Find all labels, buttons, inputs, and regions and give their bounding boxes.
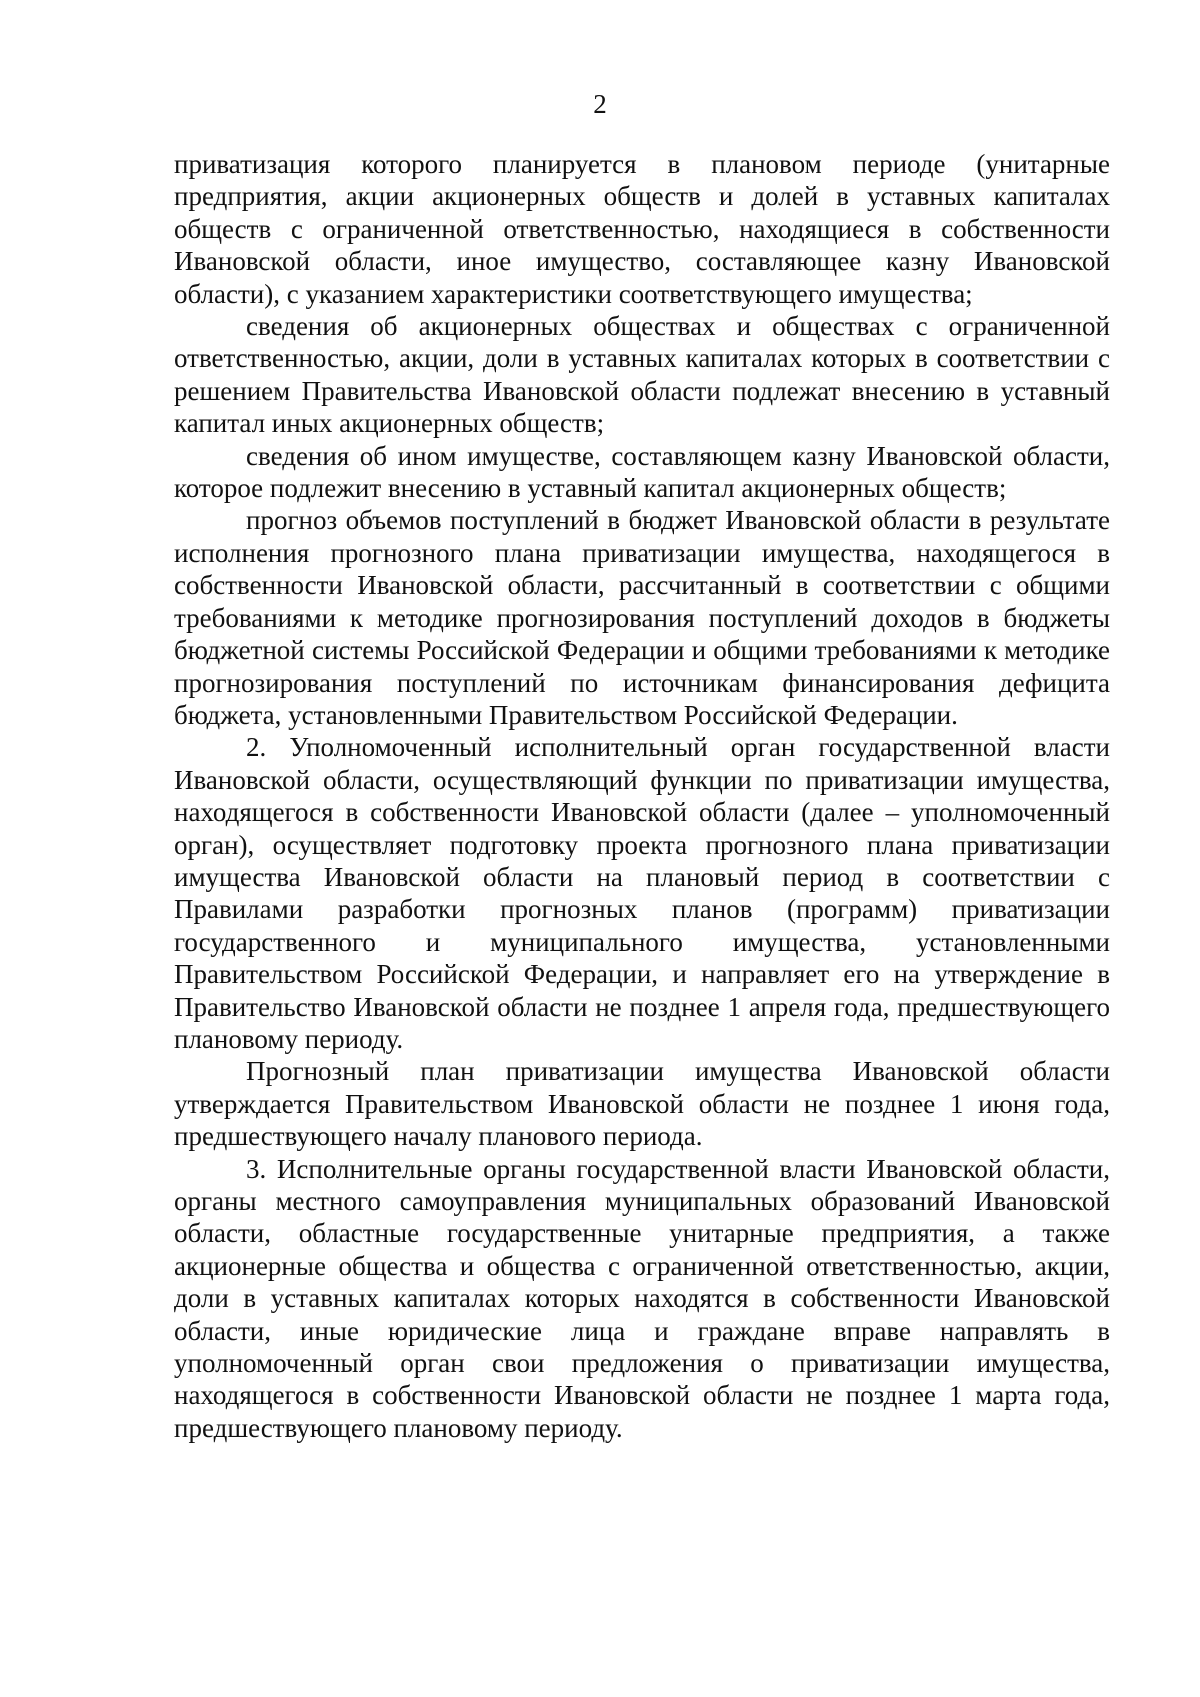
paragraph-treasury-property: сведения об ином имуществе, составляющем казну Ивановской области, которое подлежит внесению в уставный капитал акционерных обществ;: [174, 440, 1110, 504]
page-number: 2: [593, 89, 607, 119]
paragraph-item-3: 3. Исполнительные органы государственной власти Ивановской области, органы местного самоуправления муниципальных образований Ивановской области, областные государственные унитарные предприятия, а также акционерные общества и общества с ограниченной ответственностью, акции, доли в уставных капиталах которых находятся в собственности Ивановской области, иные юридические лица и граждане вправе направлять в уполномоченный орган свои предложения о приватизации имущества, находящегося в собственности Ивановской области не позднее 1 марта года, предшествующего плановому периоду.: [174, 1153, 1110, 1443]
document-body: [174, 148, 1110, 1444]
paragraph-joint-stock-info: сведения об акционерных обществах и обществах с ограниченной ответственностью, акции, доли в уставных капиталах которых в соответствии с решением Правительства Ивановской области подлежат внесению в уставный капитал иных акционерных обществ;: [174, 311, 1110, 439]
paragraph-item-2: 2. Уполномоченный исполнительный орган государственной власти Ивановской области, осуществляющий функции по приватизации имущества, находящегося в собственности Ивановской области (далее – уполномоченный орган), осуществляет подготовку проекта прогнозного плана приватизации имущества Ивановской области на плановый период в соответствии с Правилами разработки прогнозных планов (программ) приватизации государственного и муниципального имущества, установленными Правительством Российской Федерации, и направляет его на утверждение в Правительство Ивановской области не позднее 1 апреля года, предшествующего плановому периоду.: [174, 732, 1110, 1054]
paragraph-revenue-forecast: прогноз объемов поступлений в бюджет Ивановской области в результате исполнения прогнозного плана приватизации имущества, находящегося в собственности Ивановской области, рассчитанный в соответствии с общими требованиями к методике прогнозирования поступлений доходов в бюджеты бюджетной системы Российской Федерации и общими требованиями к методике прогнозирования поступлений по источникам финансирования дефицита бюджета, установленными Правительством Российской Федерации.: [174, 505, 1110, 730]
paragraph-continuation: приватизация которого планируется в плановом периоде (унитарные предприятия, акции акционерных обществ и долей в уставных капиталах обществ с ограниченной ответственностью, находящиеся в собственности Ивановской области, иное имущество, составляющее казну Ивановской области), с указанием характеристики соответствующего имущества;: [174, 149, 1110, 309]
paragraph-plan-approval: Прогнозный план приватизации имущества Ивановской области утверждается Правительством Ивановской области не позднее 1 июня года, предшествующего началу планового периода.: [174, 1056, 1110, 1152]
